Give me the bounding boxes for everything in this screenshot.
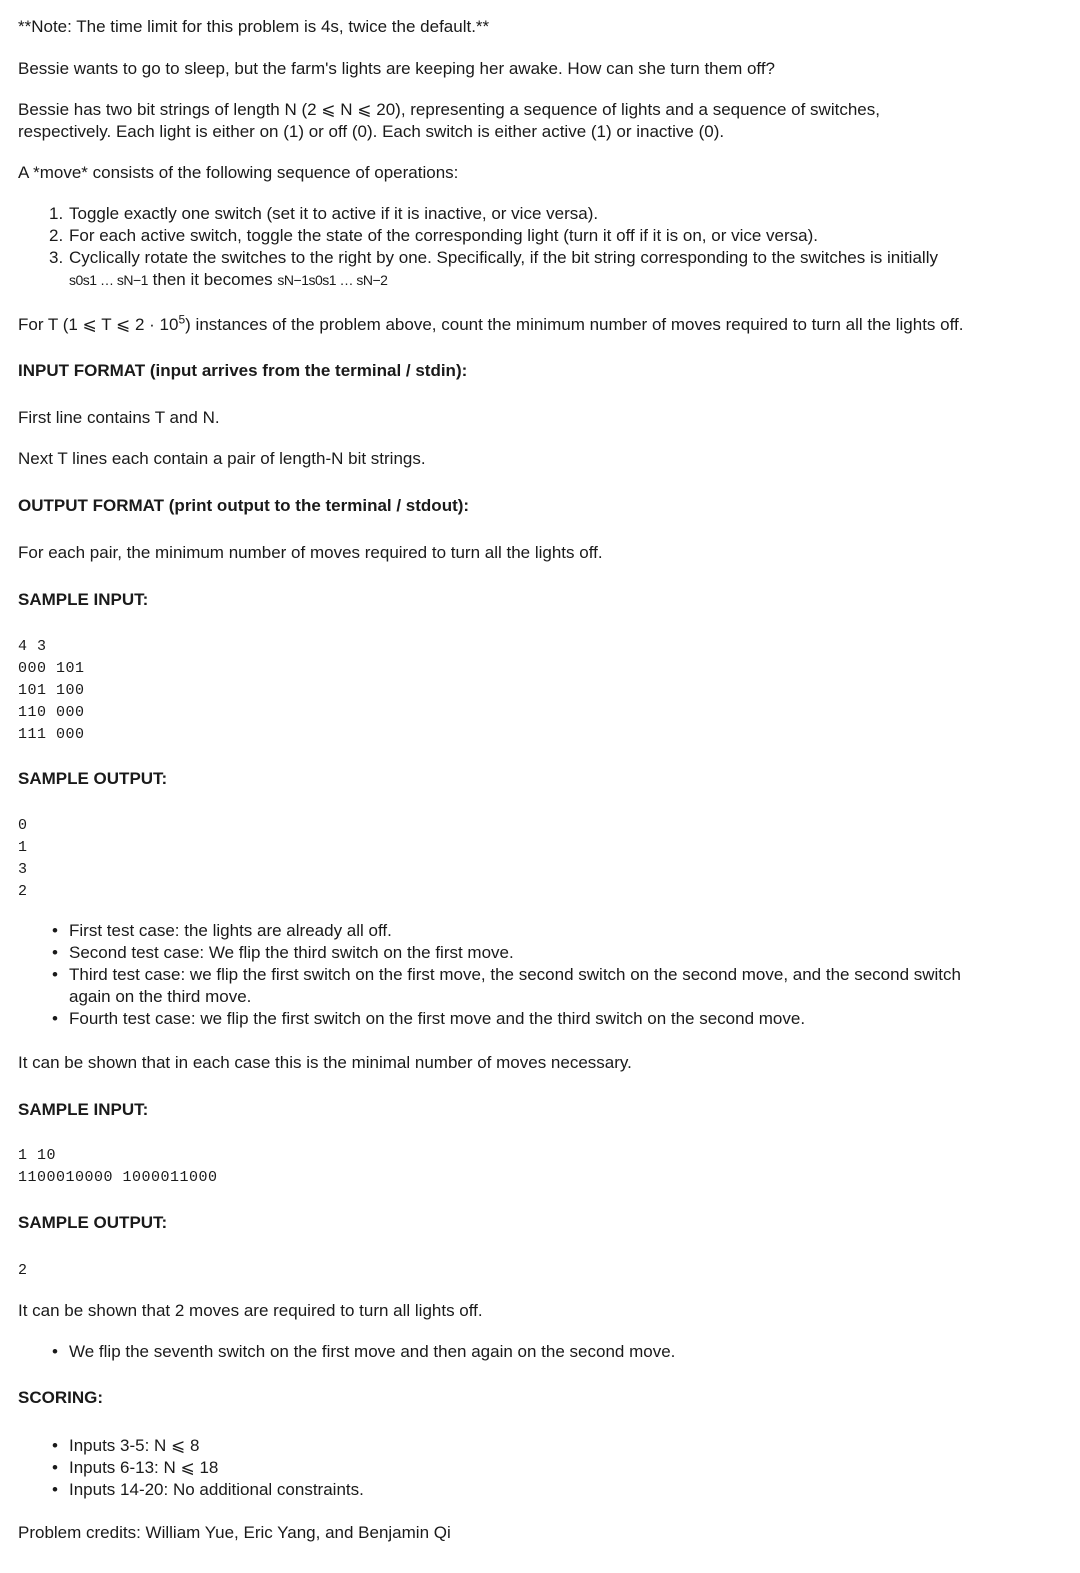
move-intro: A *move* consists of the following sequence of operations: — [18, 163, 459, 182]
sample-input-block-2: 1 10 1100010000 1000011000 — [18, 1147, 218, 1186]
sample-input-block-1: 4 3 000 101 101 100 110 000 111 000 — [18, 638, 85, 743]
step-number: 3. — [49, 248, 64, 267]
step-text: Cyclically rotate the switches to the right by one. Specifically, if the bit string corresponding to the switches is initially — [69, 248, 938, 267]
explanation-item — [18, 1008, 1068, 1030]
bullet-icon: • — [52, 1436, 58, 1455]
minimal-note: It can be shown that in each case this is the minimal number of moves necessary. — [18, 1053, 632, 1072]
step-text: For each active switch, toggle the state of the corresponding light (turn it off if it is on, or vice versa). — [69, 226, 818, 245]
problem-credits: Problem credits: William Yue, Eric Yang, and Benjamin Qi — [18, 1523, 451, 1542]
scoring-text: Inputs 6-13: N ⩽ 18 — [69, 1458, 219, 1477]
output-format-heading: OUTPUT FORMAT (print output to the terminal / stdout): — [18, 496, 470, 515]
output-format-line: For each pair, the minimum number of moves required to turn all the lights off. — [18, 543, 603, 562]
step-number: 1. — [49, 204, 64, 223]
explanation-text: Fourth test case: we flip the first switch on the first move and the third switch on the second move. — [69, 1009, 806, 1028]
input-format-line-2: Next T lines each contain a pair of length-N bit strings. — [18, 449, 426, 468]
bullet-icon: • — [52, 943, 58, 962]
scoring-text: Inputs 3-5: N ⩽ 8 — [69, 1436, 200, 1455]
move-steps-list — [18, 203, 1068, 291]
step-item — [18, 203, 1068, 225]
scoring-heading: SCORING: — [18, 1388, 103, 1407]
bullet-icon: • — [52, 1458, 58, 1477]
sample-input-heading-2: SAMPLE INPUT: — [18, 1100, 149, 1119]
sample-output-heading-1: SAMPLE OUTPUT: — [18, 769, 168, 788]
explanation-item — [18, 942, 1068, 964]
scoring-item — [18, 1479, 1068, 1501]
time-limit-note: **Note: The time limit for this problem is 4s, twice the default.** — [18, 17, 490, 36]
step-text: Toggle exactly one switch (set it to active if it is inactive, or vice versa). — [69, 204, 599, 223]
explanation-item — [18, 1341, 1068, 1363]
sample-output-heading-2: SAMPLE OUTPUT: — [18, 1213, 168, 1232]
scoring-item — [18, 1435, 1068, 1457]
two-moves-note: It can be shown that 2 moves are required to turn all lights off. — [18, 1301, 483, 1320]
explanation-text: Third test case: we flip the first switch on the first move, the second switch on the second move, and the second switch — [69, 965, 961, 984]
step-number: 2. — [49, 226, 64, 245]
task-statement — [18, 314, 1068, 336]
sample-input-heading-1: SAMPLE INPUT: — [18, 590, 149, 609]
description-line-2: respectively. Each light is either on (1) or off (0). Each switch is either active (1) or inactive (0). — [18, 122, 725, 141]
bullet-icon: • — [52, 1342, 58, 1361]
explanation-text: Second test case: We flip the third switch on the first move. — [69, 943, 514, 962]
step-text-mid: then it becomes — [152, 270, 273, 289]
scoring-list — [18, 1435, 1068, 1501]
bullet-icon: • — [52, 1009, 58, 1028]
explanation-text: We flip the seventh switch on the first move and then again on the second move. — [69, 1342, 676, 1361]
sample-output-block-2: 2 — [18, 1262, 28, 1279]
step-item — [18, 247, 1068, 291]
sample-2-explanation-list — [18, 1341, 1068, 1363]
input-format-line-1: First line contains T and N. — [18, 408, 220, 427]
scoring-item — [18, 1457, 1068, 1479]
explanation-text: First test case: the lights are already all off. — [69, 921, 392, 940]
task-text-post: ) instances of the problem above, count the minimum number of moves required to turn all the lights off. — [185, 315, 964, 334]
switches-initial-math: s0s1 … sN−1 — [69, 272, 148, 288]
task-exponent: 5 — [178, 312, 186, 327]
explanation-item — [18, 920, 1068, 942]
sample-output-block-1: 0 1 3 2 — [18, 817, 28, 900]
explanation-list — [18, 920, 1068, 1030]
description-line-1: Bessie has two bit strings of length N (2 ⩽ N ⩽ 20), representing a sequence of lights and a sequence of switches, — [18, 100, 880, 119]
switches-rotated-math: sN−1s0s1 … sN−2 — [277, 272, 388, 288]
scoring-text: Inputs 14-20: No additional constraints. — [69, 1480, 364, 1499]
task-text-pre: For T (1 ⩽ T ⩽ 2 · 10 — [18, 315, 179, 334]
bullet-icon: • — [52, 965, 58, 984]
input-format-heading: INPUT FORMAT (input arrives from the terminal / stdin): — [18, 361, 468, 380]
explanation-item — [18, 964, 1068, 1008]
explanation-text-cont: again on the third move. — [69, 987, 252, 1006]
bullet-icon: • — [52, 921, 58, 940]
bullet-icon: • — [52, 1480, 58, 1499]
intro-paragraph: Bessie wants to go to sleep, but the farm's lights are keeping her awake. How can she turn them off? — [18, 59, 776, 78]
step-item — [18, 225, 1068, 247]
